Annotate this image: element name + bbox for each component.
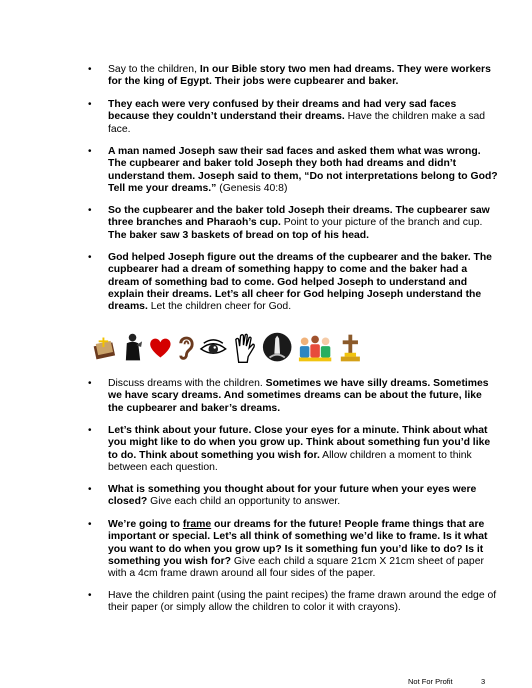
- bullet: •: [88, 99, 92, 110]
- church-cross-icon: [337, 331, 364, 365]
- bullet: •: [88, 378, 92, 389]
- list-item: • Have the children paint (using the paint recipes) the frame drawn around the edge of their paper (or simply allow the children to color it with crayons).: [88, 590, 497, 614]
- children-group-icon: [297, 332, 333, 364]
- praying-hands-icon: [261, 330, 293, 366]
- page-number: 3: [481, 677, 486, 686]
- ear-icon: [176, 333, 195, 363]
- bullet: •: [88, 64, 92, 75]
- list-item: • What is something you thought about for your future when your eyes were closed? Give each child an opportunity to answer.: [88, 484, 477, 508]
- eye-icon: [199, 337, 228, 359]
- hand-icon: [232, 331, 257, 365]
- list-item: • Let’s think about your future. Close your eyes for a minute. Think about what you might like to do when you grow up. Think about something fun you’d like to do. Think about something you wish for. Allow children a moment to think between each question.: [88, 425, 491, 473]
- icon-strip: [92, 328, 364, 368]
- bullet: •: [88, 519, 92, 530]
- list-item: • God helped Joseph figure out the dreams of the cupbearer and the baker. The cupbearer had a dream of something happy to come and the baker had a dream of something bad to come. God helped Joseph to understand and explain their dreams. Let’s all cheer for God helping Joseph understand the dreams. Let the children cheer for God.: [88, 252, 492, 313]
- list-item: • They each were very confused by their dreams and had very sad faces because they couldn’t understand their dreams. Have the children make a sad face.: [88, 99, 486, 135]
- list-item: • A man named Joseph saw their sad faces and asked them what was wrong. The cupbearer and baker told Joseph they both had dreams and didn’t understand them. Joseph said to them, “Do not interpretations belong to God? Tell me your dreams.” (Genesis 40:8): [88, 146, 498, 194]
- bullet: •: [88, 146, 92, 157]
- list-item: • Say to the children, In our Bible story two men had dreams. They were workers for the king of Egypt. Their jobs were cupbearer and baker.: [88, 64, 491, 88]
- praying-person-icon: [123, 331, 144, 365]
- list-item: • We’re going to frame our dreams for the future! People frame things that are important or special. Let’s all think of something we’d like to frame. Is it what you want to do when you grow up? Is it something fun you’d like to do? Is it something you wish for? Give each child a square 21cm X 21cm sheet of paper with a 4cm frame drawn around all four sides of the paper.: [88, 519, 488, 580]
- heart-icon: [148, 335, 173, 361]
- list-item: • Discuss dreams with the children. Sometimes we have silly dreams. Sometimes we have scary dreams. And sometimes dreams can be about the future, like the cupbearer and baker’s dreams.: [88, 378, 489, 414]
- bullet: •: [88, 425, 92, 436]
- bullet: •: [88, 205, 92, 216]
- bullet: •: [88, 484, 92, 495]
- footer-not-for-profit: Not For Profit: [408, 677, 453, 686]
- list-item: • So the cupbearer and the baker told Joseph their dreams. The cupbearer saw three branches and Pharaoh’s cup. Point to your picture of the branch and cup. The baker saw 3 baskets of bread on top of his head.: [88, 205, 490, 241]
- bullet: •: [88, 590, 92, 601]
- bullet: •: [88, 252, 92, 263]
- bible-icon: [92, 332, 119, 364]
